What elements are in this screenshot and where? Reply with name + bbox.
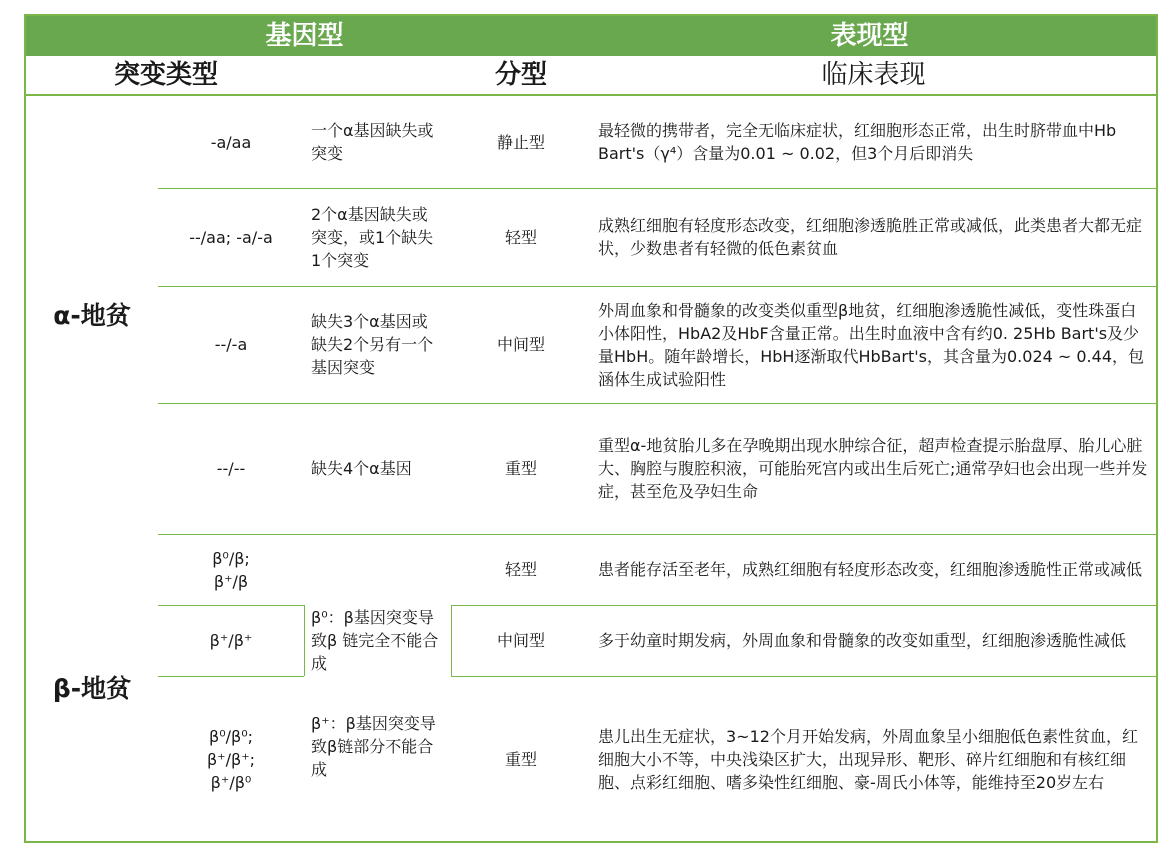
beta-genotype bbox=[158, 534, 304, 605]
beta-genotype-line: β⁺/β⁺; bbox=[206, 750, 256, 769]
alpha-desc: 缺失3个α基因或缺失2个另有一个基因突变 bbox=[311, 312, 434, 377]
beta-genotype-line: β⁰/β⁰; bbox=[208, 727, 254, 746]
beta-clinical: 多于幼童时期发病，外周血象和骨髓象的改变如重型，红细胞渗透脆性减低 bbox=[598, 631, 1127, 650]
phenotype-header: 表现型 bbox=[583, 16, 1156, 56]
alpha-clinical: 成熟红细胞有轻度形态改变，红细胞渗透脆胜正常或减低，此类患者大都无症状，少数患者有轻微的低色素贫血 bbox=[598, 216, 1143, 258]
alpha-genotype: --/-a bbox=[214, 335, 248, 354]
beta0-desc: β⁰：β基因突变导致β 链完全不能合成 bbox=[311, 608, 439, 673]
thalassemia-table bbox=[24, 14, 1158, 843]
col-divider bbox=[304, 605, 305, 676]
alpha-type: 中间型 bbox=[496, 335, 545, 354]
alpha-type: 静止型 bbox=[496, 132, 545, 152]
alpha-desc: 一个α基因缺失或突变 bbox=[311, 121, 434, 163]
beta-type: 中间型 bbox=[496, 631, 545, 650]
alpha-genotype: -a/aa bbox=[210, 132, 252, 152]
alpha-genotype: --/aa; -a/-a bbox=[189, 227, 273, 247]
alpha-desc: 2个α基因缺失或突变，或1个缺失1个突变 bbox=[311, 204, 434, 270]
alpha-label: α-地贫 bbox=[53, 300, 131, 330]
alpha-clinical: 外周血象和骨髓象的改变类似重型β地贫，红细胞渗透脆性减低，变性珠蛋白小体阳性，HbA2及HbF含量正常。出生时血液中含有约0. 25Hb Bart's及少量HbH。随年龄增长，HbH逐渐取代HbBart's，其含量为0.024 ~ 0.44，包涵体生成试验阳性 bbox=[598, 300, 1145, 389]
betaplus-desc: β⁺：β基因突变导致β链部分不能合成 bbox=[311, 713, 436, 779]
genotype-header: 基因型 bbox=[26, 16, 583, 56]
alpha-genotype: --/-- bbox=[216, 459, 246, 478]
alpha-clinical: 最轻微的携带者，完全无临床症状，红细胞形态正常，出生时脐带血中Hb Bart's（γ⁴）含量为0.01 ~ 0.02，但3个月后即消失 bbox=[598, 121, 1117, 163]
alpha-type: 轻型 bbox=[504, 227, 537, 247]
beta-clinical: 患儿出生无症状，3~12个月开始发病，外周血象呈小细胞低色素性贫血，红细胞大小不等，中央浅染区扩大，出现异形、靶形、碎片红细胞和有核红细胞、点彩红细胞、嗜多染性红细胞、豪-周氏小体等，能维持至20岁左右 bbox=[598, 727, 1138, 792]
clinical-header: 临床表现 bbox=[821, 60, 926, 90]
beta-genotype-line: β⁺/β bbox=[213, 571, 249, 591]
alpha-desc: 缺失4个α基因 bbox=[311, 459, 412, 478]
beta-clinical: 患者能存活至老年，成熟红细胞有轻度形态改变，红细胞渗透脆性正常或减低 bbox=[598, 560, 1143, 579]
beta-type: 重型 bbox=[504, 750, 537, 769]
beta-genotype-line: β⁺/β⁰ bbox=[210, 773, 252, 792]
beta-genotype-line: β⁰/β; bbox=[212, 548, 250, 568]
alpha-type: 重型 bbox=[504, 459, 537, 478]
beta-type: 轻型 bbox=[504, 560, 537, 579]
mutation-type-header: 突变类型 bbox=[113, 60, 218, 90]
alpha-clinical: 重型α-地贫胎儿多在孕晚期出现水肿综合征，超声检查提示胎盘厚、胎儿心脏大、胸腔与腹腔积液，可能胎死宫内或出生后死亡;通常孕妇也会出现一些并发症，甚至危及孕妇生命 bbox=[598, 436, 1148, 501]
beta-label: β-地贫 bbox=[52, 674, 132, 703]
beta-genotype: β⁺/β⁺ bbox=[209, 631, 253, 650]
beta-genotype bbox=[158, 676, 304, 843]
classification-header: 分型 bbox=[494, 60, 547, 90]
